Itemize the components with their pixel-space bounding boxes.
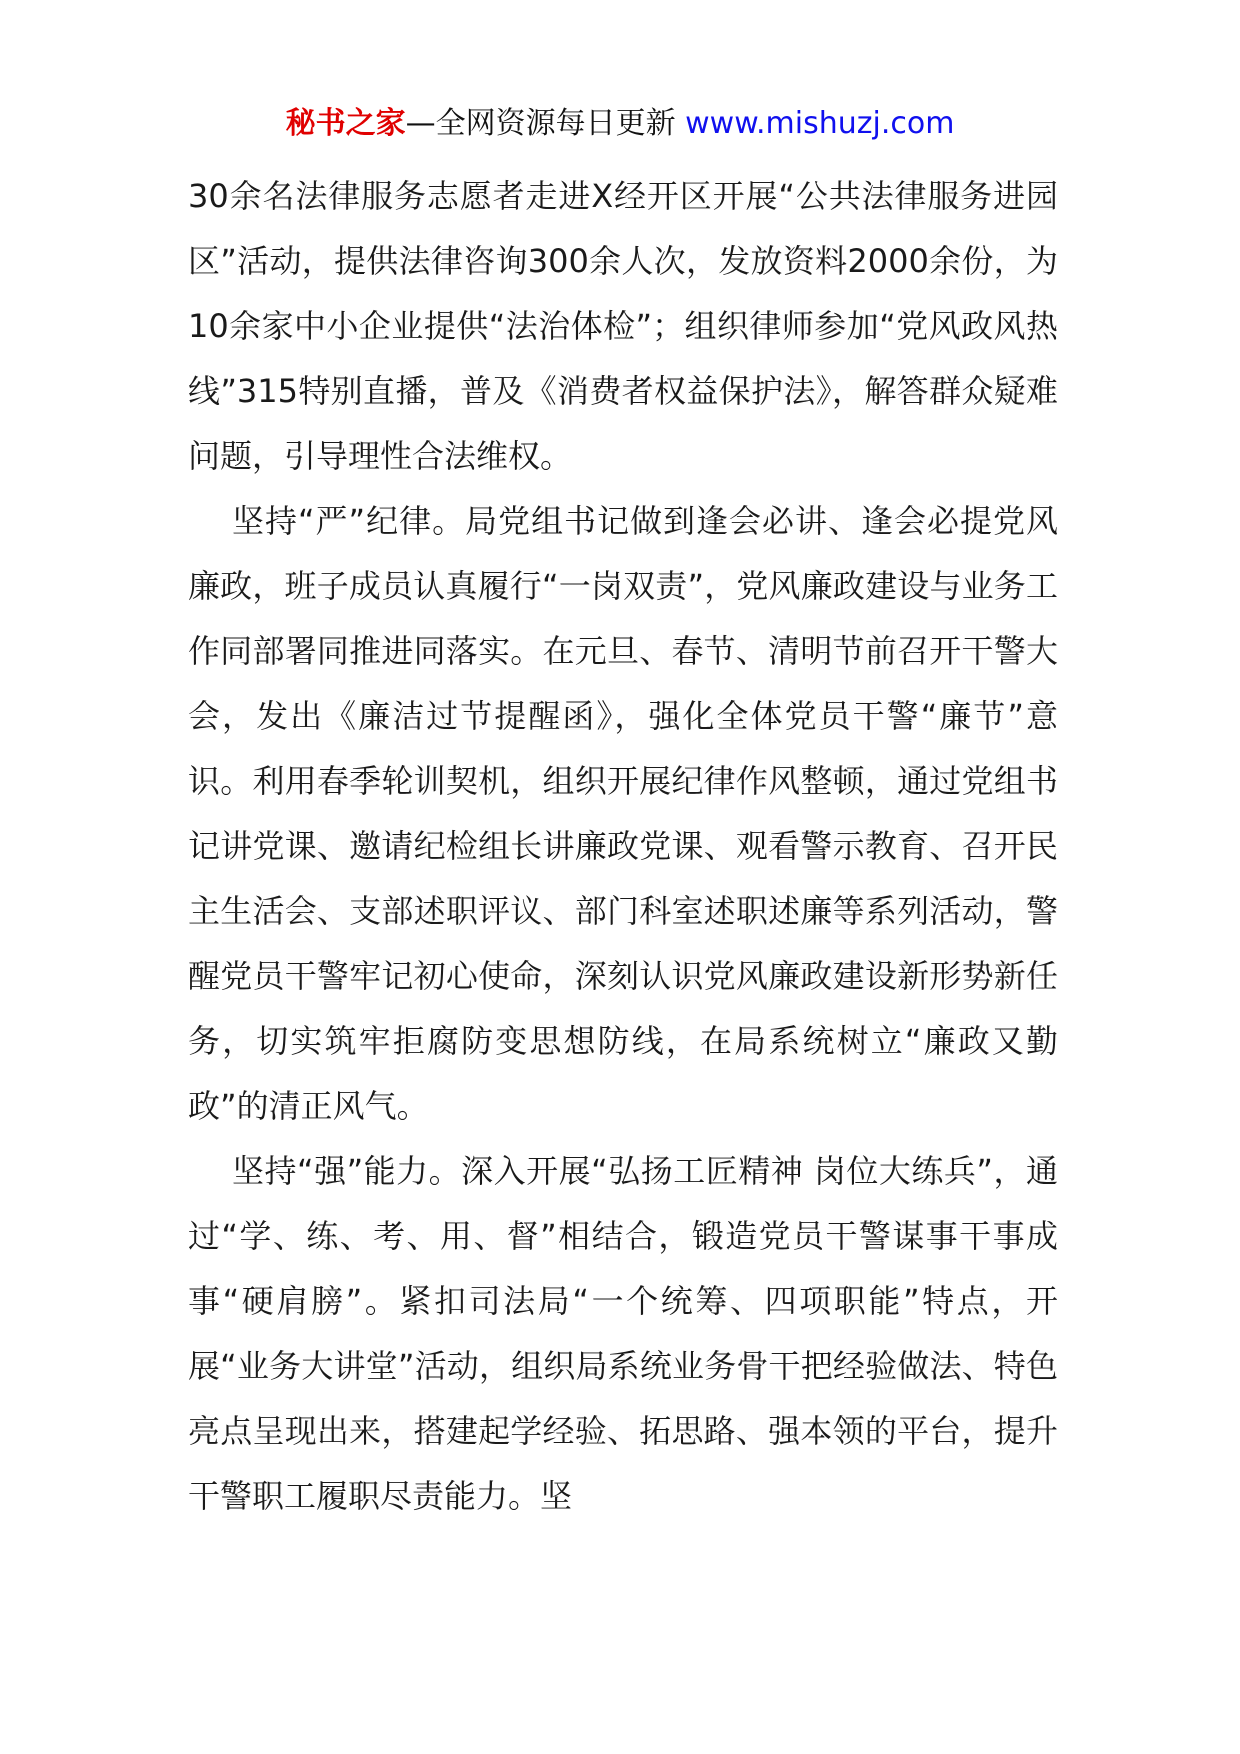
paragraph-capability: 坚持“强”能力。深入开展“弘扬工匠精神 岗位大练兵”，通过“学、练、考、用、督”相结合，锻造党员干警谋事干事成事“硬肩膀”。紧扣司法局“一个统筹、四项职能”特点，开展“业务大讲堂”活动，组织局系统业务骨干把经验做法、特色亮点呈现出来，搭建起学经验、拓思路、强本领的平台，提升干警职工履职尽责能力。坚 — [188, 1152, 1058, 1515]
paragraph-continued: 30余名法律服务志愿者走进X经开区开展“公共法律服务进园区”活动，提供法律咨询300余人次，发放资料2000余份，为10余家中小企业提供“法治体检”；组织律师参加“党风政风热线”315特别直播，普及《消费者权益保护法》，解答群众疑难问题，引导理性合法维权。 — [188, 177, 1058, 475]
header-tagline: —全网资源每日更新 — [405, 106, 686, 141]
site-url-link[interactable]: www.mishuzj.com — [685, 106, 955, 141]
page-header — [0, 102, 1240, 146]
document-body — [188, 164, 1058, 1529]
brand-name: 秘书之家 — [285, 106, 406, 141]
paragraph-discipline: 坚持“严”纪律。局党组书记做到逢会必讲、逢会必提党风廉政，班子成员认真履行“一岗双责”，党风廉政建设与业务工作同部署同推进同落实。在元旦、春节、清明节前召开干警大会，发出《廉洁过节提醒函》，强化全体党员干警“廉节”意识。利用春季轮训契机，组织开展纪律作风整顿，通过党组书记讲党课、邀请纪检组长讲廉政党课、观看警示教育、召开民主生活会、支部述职评议、部门科室述职述廉等系列活动，警醒党员干警牢记初心使命，深刻认识党风廉政建设新形势新任务，切实筑牢拒腐防变思想防线，在局系统树立“廉政又勤政”的清正风气。 — [188, 502, 1058, 1125]
